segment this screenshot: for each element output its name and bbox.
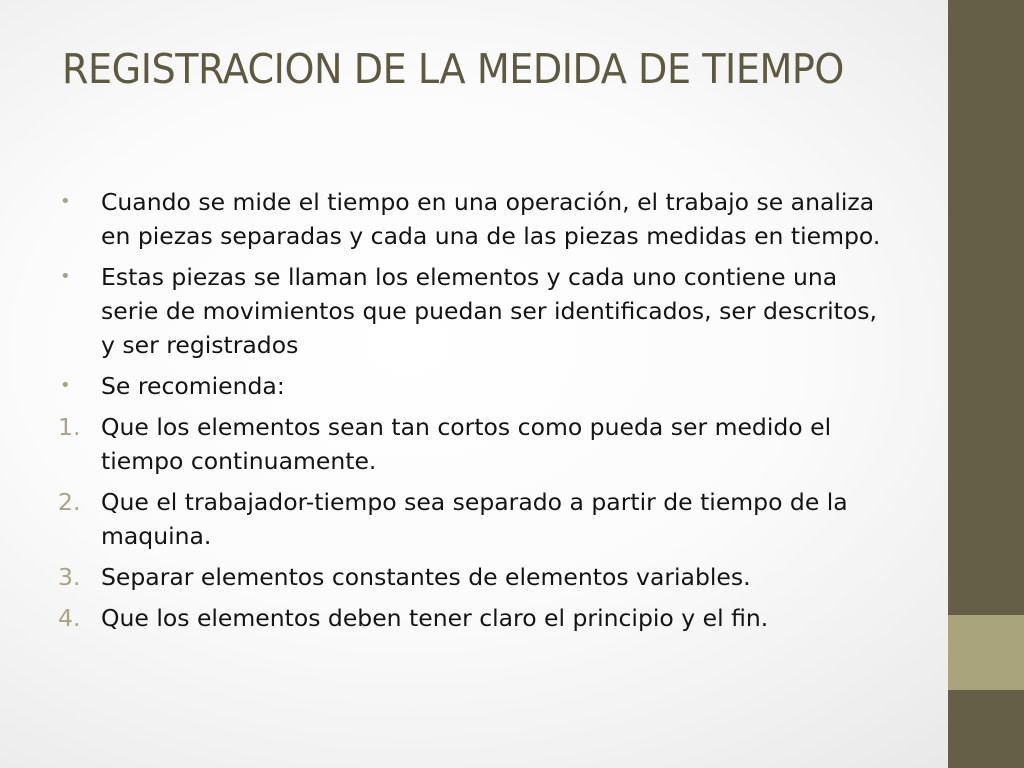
number-marker: 4. [58,604,81,632]
list-item [58,185,898,253]
side-decor-accent [948,615,1024,690]
list-item [58,560,898,594]
list-item-text: Cuando se mide el tiempo en una operación, el trabajo se analiza en piezas separadas y cada una de las piezas medidas en tiempo. [101,188,881,250]
bullet-marker: • [60,375,71,396]
list-item-text: Estas piezas se llaman los elementos y cada uno contiene una serie de movimientos que puedan ser identificados, ser descritos, y ser registrados [101,263,877,359]
list-item [58,369,898,403]
bullet-marker: • [60,191,71,212]
list-item-text: Que los elementos deben tener claro el principio y el fin. [101,604,769,632]
number-marker: 2. [58,488,81,516]
list-item-text: Separar elementos constantes de elementos variables. [101,563,751,591]
slide-title: REGISTRACION DE LA MEDIDA DE TIEMPO [62,45,844,93]
number-marker: 3. [58,563,81,591]
list-item-text: Que el trabajador-tiempo sea separado a partir de tiempo de la maquina. [101,488,848,550]
list-item [58,410,898,478]
list-item-text: Que los elementos sean tan cortos como pueda ser medido el tiempo continuamente. [101,413,832,475]
content-list [58,185,898,642]
list-item [58,485,898,553]
list-item [58,260,898,362]
number-marker: 1. [58,413,81,441]
bullet-marker: • [60,266,71,287]
list-item-text: Se recomienda: [101,372,285,400]
list-item [58,601,898,635]
